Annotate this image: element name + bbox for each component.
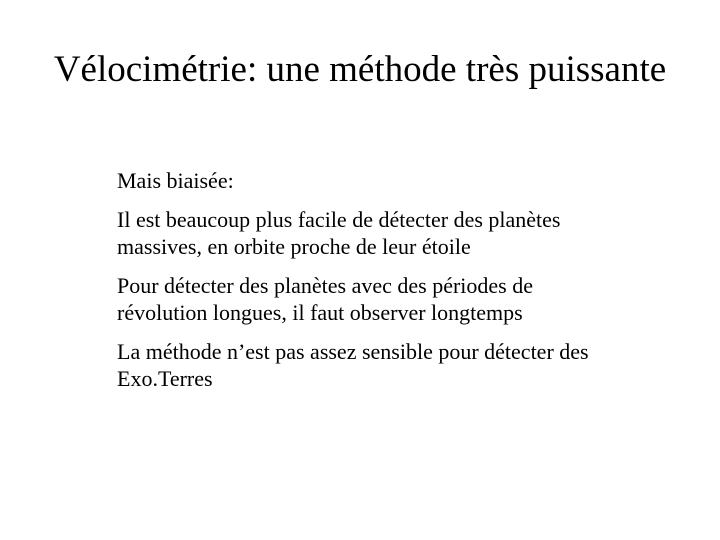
- slide-title: Vélocimétrie: une méthode très puissante: [53, 49, 667, 90]
- body-line: révolution longues, il faut observer longtemps: [117, 300, 523, 325]
- body-item-intro: [117, 167, 677, 194]
- body-line: Exo.Terres: [117, 366, 213, 391]
- body-line: Il est beaucoup plus facile de détecter des planètes: [117, 207, 561, 232]
- body-line: Pour détecter des planètes avec des périodes de: [117, 273, 533, 298]
- body-text-list: [117, 167, 677, 404]
- body-line: Mais biaisée:: [117, 168, 234, 193]
- body-line: La méthode n’est pas assez sensible pour détecter des: [117, 339, 589, 364]
- body-line: massives, en orbite proche de leur étoile: [117, 234, 471, 259]
- body-item-long-periods: [117, 272, 677, 326]
- body-item-massive-planets: [117, 206, 677, 260]
- body-item-sensitivity: [117, 338, 677, 392]
